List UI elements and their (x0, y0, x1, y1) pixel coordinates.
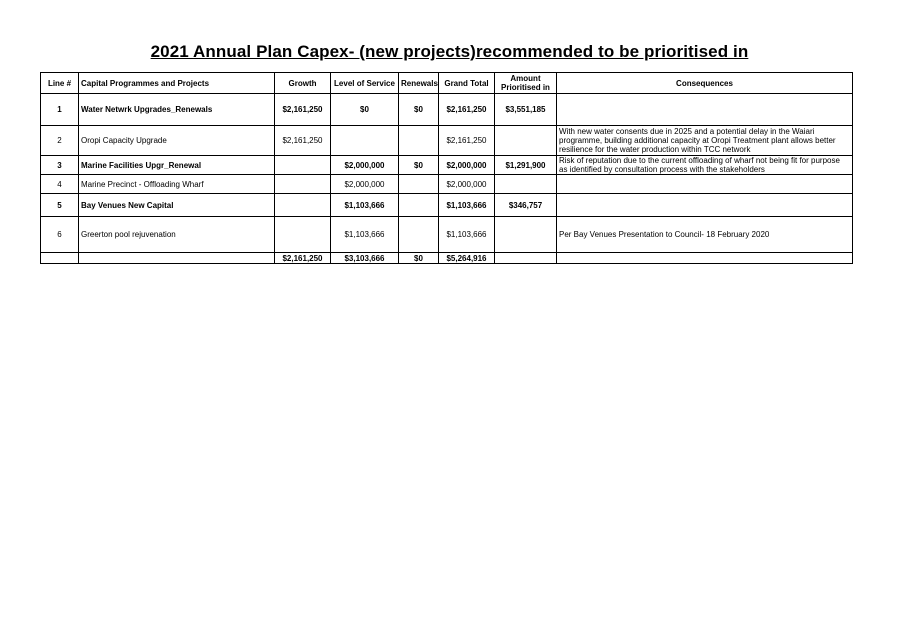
cell-amount: $346,757 (495, 194, 557, 217)
cell-amount: $1,291,900 (495, 156, 557, 175)
cell-name: Water Netwrk Upgrades_Renewals (79, 94, 275, 126)
header-grand-total: Grand Total (439, 73, 495, 94)
cell-name: Greerton pool rejuvenation (79, 217, 275, 253)
cell-consequences: Per Bay Venues Presentation to Council- 18 February 2020 (557, 217, 853, 253)
cell-line: 6 (41, 217, 79, 253)
header-amount-line2: Prioritised in (501, 83, 550, 92)
page-title: 2021 Annual Plan Capex- (new projects)recommended to be prioritised in (150, 42, 749, 61)
total-consequences (557, 253, 853, 264)
cell-growth (275, 175, 331, 194)
cell-grand-total: $2,000,000 (439, 175, 495, 194)
cell-grand-total: $1,103,666 (439, 194, 495, 217)
table-row (41, 126, 853, 156)
cell-renewals (399, 217, 439, 253)
header-growth: Growth (275, 73, 331, 94)
totals-blank (79, 253, 275, 264)
table-row (41, 175, 853, 194)
cell-growth (275, 156, 331, 175)
cell-level-of-service (331, 126, 399, 156)
cell-name: Oropi Capacity Upgrade (79, 126, 275, 156)
cell-renewals: $0 (399, 94, 439, 126)
header-consequences: Consequences (557, 73, 853, 94)
cell-growth (275, 217, 331, 253)
header-renewals: Renewals (399, 73, 439, 94)
header-amount-prioritised (495, 73, 557, 94)
cell-level-of-service: $2,000,000 (331, 175, 399, 194)
cell-growth (275, 194, 331, 217)
total-level-of-service: $3,103,666 (331, 253, 399, 264)
cell-line: 2 (41, 126, 79, 156)
cell-line: 5 (41, 194, 79, 217)
table-row (41, 94, 853, 126)
cell-consequences (557, 194, 853, 217)
cell-amount (495, 175, 557, 194)
cell-grand-total: $2,000,000 (439, 156, 495, 175)
cell-level-of-service: $0 (331, 94, 399, 126)
total-growth: $2,161,250 (275, 253, 331, 264)
header-row (41, 73, 853, 94)
cell-consequences (557, 175, 853, 194)
cell-consequences: With new water consents due in 2025 and a potential delay in the Waiari programme, building additional capacity at Oropi Treatment plant allows better resilience for the water production within TCC network (557, 126, 853, 156)
cell-consequences: Risk of reputation due to the current offloading of wharf not being fit for purpose as identified by consultation process with the stakeholders (557, 156, 853, 175)
cell-growth: $2,161,250 (275, 94, 331, 126)
header-line: Line # (41, 73, 79, 94)
table-row (41, 156, 853, 175)
header-amount-line1: Amount (510, 74, 541, 83)
cell-renewals (399, 175, 439, 194)
cell-level-of-service: $1,103,666 (331, 194, 399, 217)
cell-grand-total: $1,103,666 (439, 217, 495, 253)
cell-line: 1 (41, 94, 79, 126)
total-amount (495, 253, 557, 264)
header-name: Capital Programmes and Projects (79, 73, 275, 94)
cell-amount (495, 217, 557, 253)
table-row (41, 217, 853, 253)
cell-grand-total: $2,161,250 (439, 94, 495, 126)
header-level-of-service: Level of Service (331, 73, 399, 94)
cell-renewals (399, 194, 439, 217)
total-renewals: $0 (399, 253, 439, 264)
cell-name: Bay Venues New Capital (79, 194, 275, 217)
cell-renewals (399, 126, 439, 156)
totals-row (41, 253, 853, 264)
cell-grand-total: $2,161,250 (439, 126, 495, 156)
capex-table (40, 72, 853, 264)
cell-level-of-service: $2,000,000 (331, 156, 399, 175)
cell-renewals: $0 (399, 156, 439, 175)
cell-amount: $3,551,185 (495, 94, 557, 126)
cell-consequences (557, 94, 853, 126)
cell-level-of-service: $1,103,666 (331, 217, 399, 253)
cell-line: 3 (41, 156, 79, 175)
cell-amount (495, 126, 557, 156)
cell-name: Marine Facilities Upgr_Renewal (79, 156, 275, 175)
cell-growth: $2,161,250 (275, 126, 331, 156)
totals-blank (41, 253, 79, 264)
cell-line: 4 (41, 175, 79, 194)
table-row (41, 194, 853, 217)
cell-name: Marine Precinct - Offloading Wharf (79, 175, 275, 194)
total-grand-total: $5,264,916 (439, 253, 495, 264)
